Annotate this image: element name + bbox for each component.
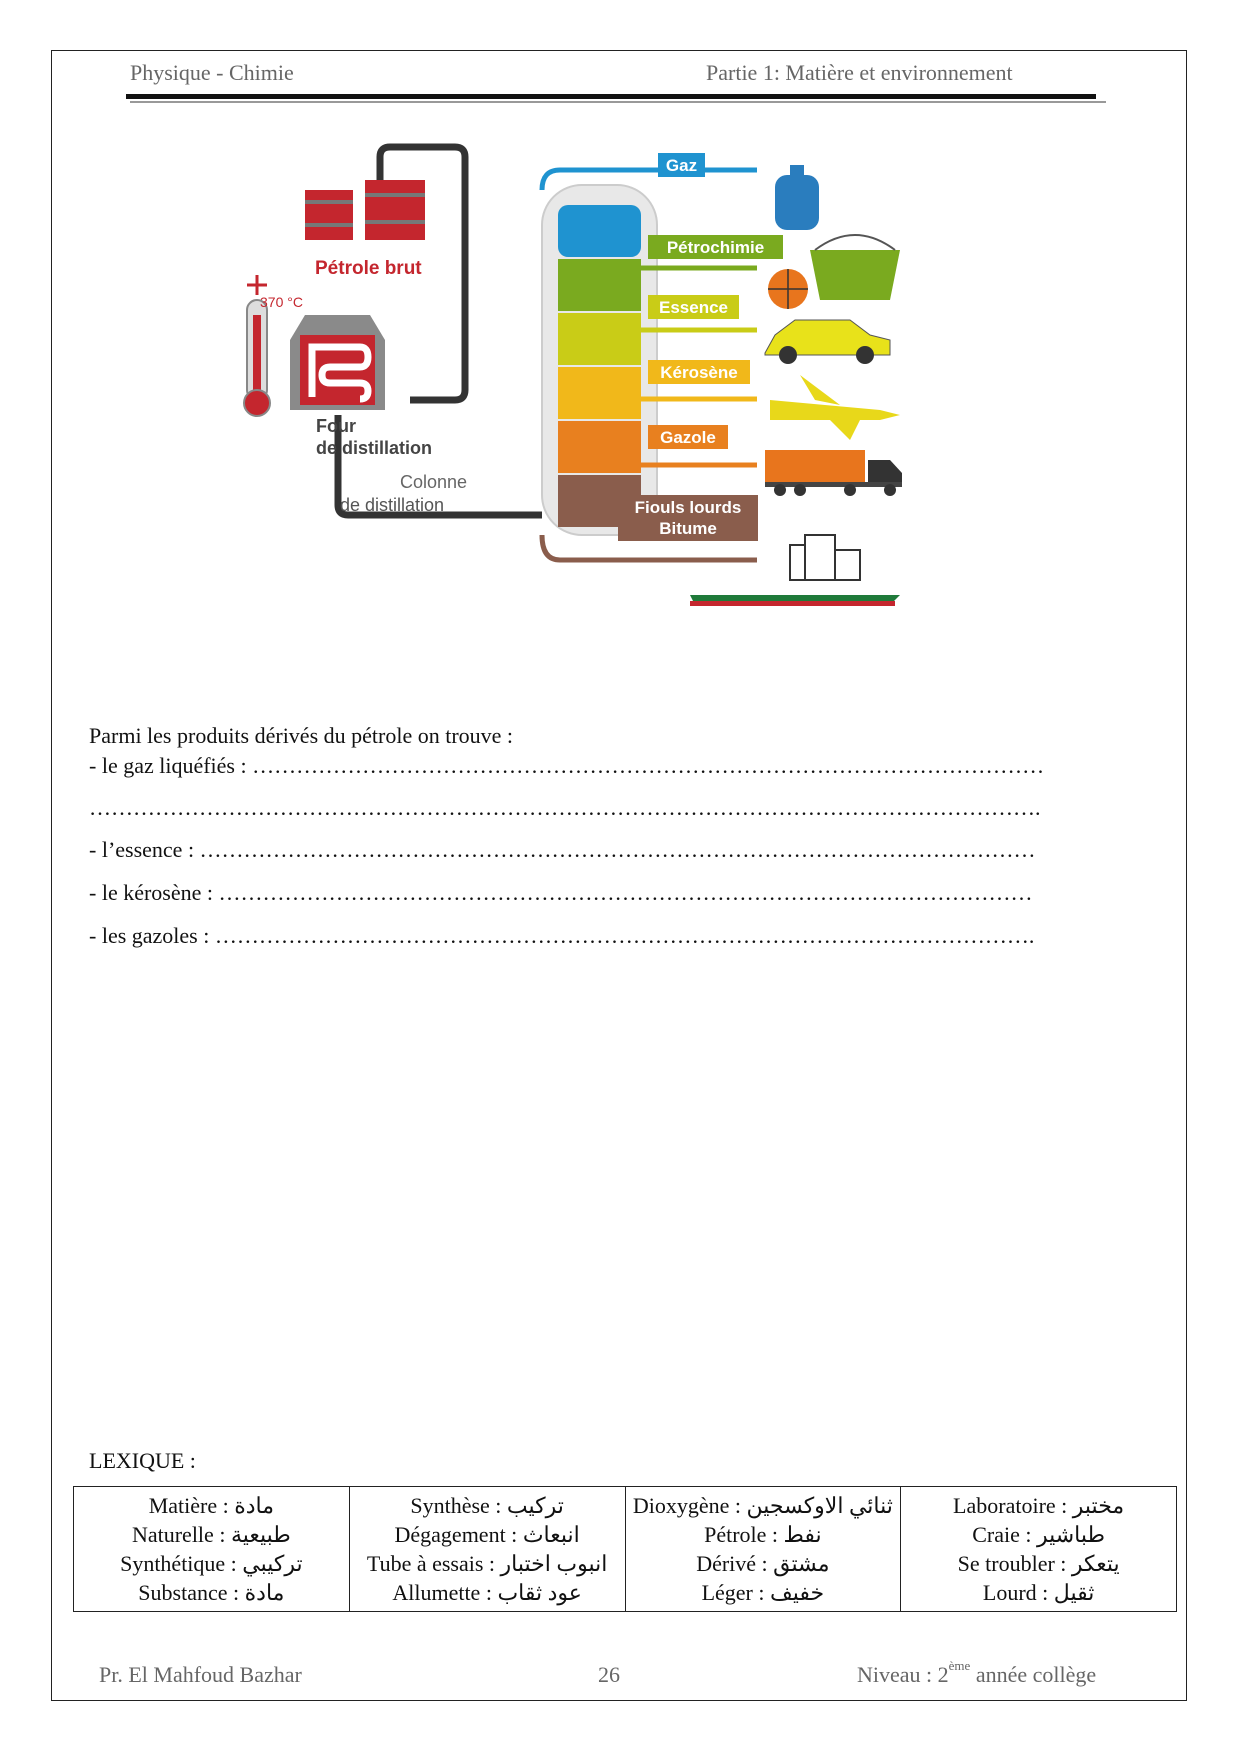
car-icon	[765, 320, 890, 364]
product-label: Bitume	[659, 519, 717, 538]
product-label: Fiouls lourds	[634, 498, 742, 517]
temperature-label: 370 °C	[260, 294, 303, 310]
gas-bottle-icon	[775, 165, 819, 230]
furnace-label-1: Four	[316, 416, 356, 436]
lexique-term: Naturelle : طبيعية	[131, 1522, 291, 1547]
column-label-2: de distillation	[340, 495, 445, 515]
footer-level	[857, 1658, 1097, 1688]
airplane-icon	[770, 375, 900, 440]
lexique-term: Se troubler : يتعكر	[957, 1551, 1120, 1576]
header-rule	[126, 94, 1096, 99]
lexique-term: Laboratoire : مختبر	[953, 1493, 1125, 1518]
lexique-term: Synthétique : تركيبي	[120, 1551, 303, 1576]
product-label: Kérosène	[660, 363, 738, 382]
answer-line-gazoles[interactable]: - les gazoles : ………………………………………………………………………………………………….	[89, 923, 1035, 948]
lexique-term: Craie : طباشير	[972, 1522, 1106, 1547]
answer-line-gaz[interactable]: - le gaz liquéfiés : ………………………………………………………………………………………………	[89, 753, 1045, 778]
header-subject: Physique - Chimie	[130, 60, 294, 85]
product-label: Pétrochimie	[666, 238, 765, 257]
footer-page-number: 26	[598, 1662, 620, 1687]
lexique-term: Synthèse : تركيب	[410, 1493, 564, 1518]
truck-icon	[765, 450, 902, 496]
crude-label: Pétrole brut	[315, 258, 422, 279]
column-band	[558, 367, 641, 419]
oil-barrels-icon	[305, 180, 425, 240]
lexique-term: Matière : مادة	[148, 1493, 275, 1518]
lexique-term: Lourd : ثقيل	[982, 1580, 1095, 1605]
footer-level-suffix: année collège	[970, 1662, 1097, 1687]
lexique-term: Dérivé : مشتق	[696, 1551, 830, 1576]
lexique-title: LEXIQUE :	[89, 1448, 196, 1473]
lexique-term: Dégagement : انبعاث	[394, 1522, 580, 1547]
lexique-term: Substance : مادة	[138, 1580, 285, 1605]
furnace-icon	[290, 315, 385, 410]
product-label: Essence	[659, 298, 728, 317]
ball-bucket-icon	[768, 235, 900, 309]
exercise-intro: Parmi les produits dérivés du pétrole on trouve :	[89, 723, 514, 748]
lexique-table	[73, 1486, 1177, 1612]
column-band	[558, 313, 641, 365]
answer-line-continuation[interactable]: ………………………………………………………………………………………………………………….	[89, 795, 1041, 820]
lexique-term: Dioxygène : ثنائي الاوكسجين	[632, 1493, 893, 1518]
furnace-label-2: de distillation	[316, 438, 433, 458]
product-label: Gazole	[660, 428, 716, 447]
product-label: Gaz	[665, 156, 698, 175]
column-label-1: Colonne	[400, 472, 468, 492]
lexique-term: Allumette : عود ثقاب	[392, 1580, 582, 1605]
footer-level-sup: ème	[948, 1658, 971, 1673]
header-part: Partie 1: Matière et environnement	[706, 60, 1013, 85]
lexique-column	[901, 1487, 1177, 1612]
lexique-term: Léger : خفيف	[701, 1580, 825, 1605]
tanks-ship-icon	[690, 535, 900, 606]
answer-line-kerosene[interactable]: - le kérosène : …………………………………………………………………………………………………	[89, 880, 1033, 905]
column-band	[558, 205, 641, 257]
lexique-term: Tube à essais : انبوب اختبار	[366, 1551, 608, 1576]
header-rule-shadow	[130, 101, 1106, 103]
answer-line-essence[interactable]: - l’essence : ……………………………………………………………………………………………………	[89, 837, 1036, 862]
lexique-column	[74, 1487, 350, 1612]
lexique-term: Pétrole : نفط	[704, 1522, 822, 1547]
distillation-diagram	[240, 135, 1020, 680]
lexique-column	[625, 1487, 901, 1612]
distillation-column	[542, 185, 657, 535]
footer-level-prefix: Niveau : 2	[857, 1662, 949, 1687]
lexique-column	[349, 1487, 625, 1612]
footer-author: Pr. El Mahfoud Bazhar	[99, 1662, 302, 1687]
